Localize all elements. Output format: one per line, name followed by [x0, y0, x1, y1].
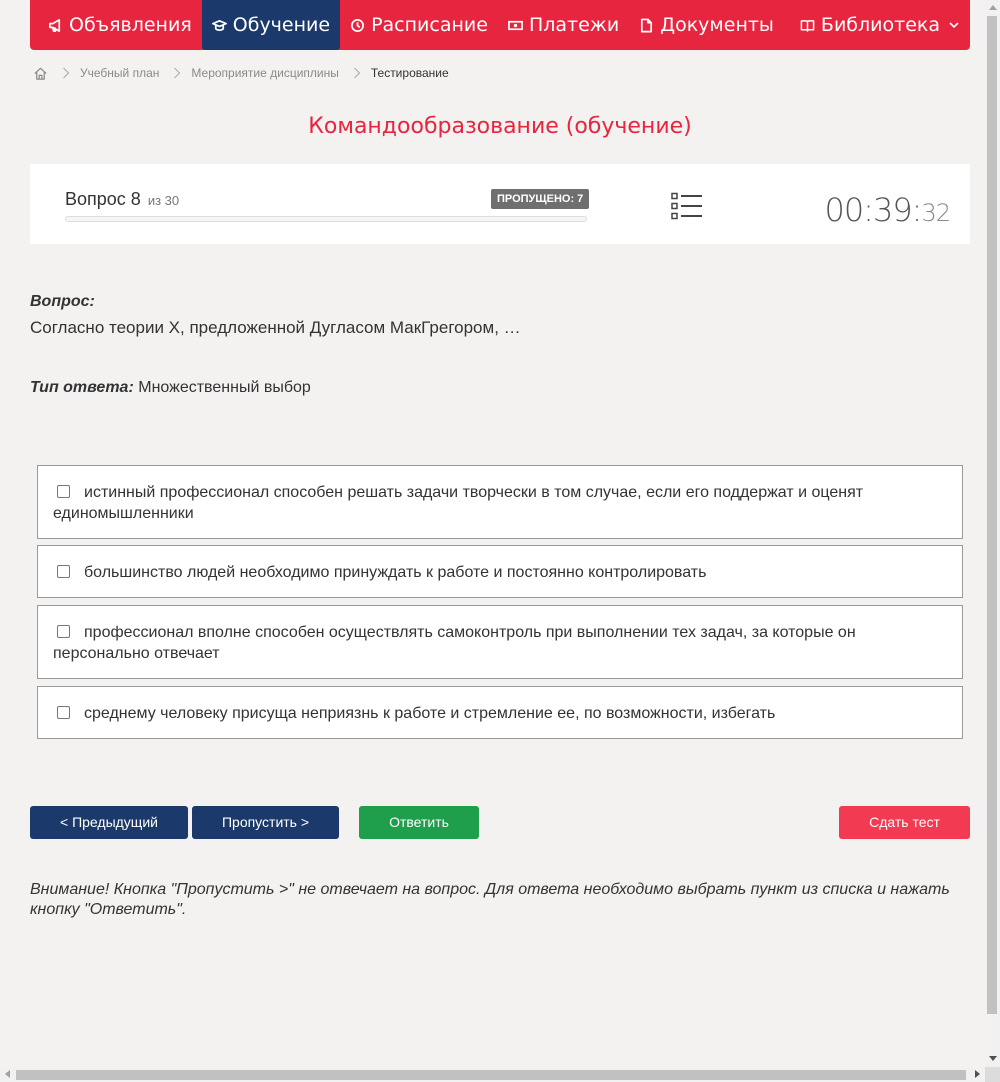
option-text: профессионал вполне способен осуществлять самоконтроль при выполнении тех задач, за которые он персонально отвечает — [53, 624, 856, 662]
option-checkbox[interactable] — [57, 706, 70, 719]
question-number: Вопрос 8 — [65, 189, 141, 209]
money-icon — [508, 18, 523, 33]
book-icon — [800, 18, 815, 33]
vertical-scroll-thumb[interactable] — [987, 16, 997, 1014]
answer-type-value: Множественный выбор — [138, 379, 311, 396]
clock-icon — [350, 18, 365, 33]
timer-main: 00:39: — [824, 191, 922, 229]
nav-item-label: Обучение — [232, 14, 331, 36]
horizontal-scrollbar[interactable] — [0, 1067, 985, 1082]
question-counter — [65, 189, 179, 210]
warning-note: Внимание! Кнопка "Пропустить >" не отвечает на вопрос. Для ответа необходимо выбрать пункт из списка и нажать кнопку "Ответить". — [30, 881, 950, 918]
graduation-cap-icon — [212, 18, 227, 33]
answer-option[interactable] — [37, 465, 963, 539]
home-icon[interactable] — [33, 66, 48, 81]
nav-item-schedule[interactable] — [340, 0, 498, 50]
option-text: истинный профессионал способен решать задачи творчески в том случае, если его поддержат и оценят единомышленники — [53, 484, 864, 522]
breadcrumb — [33, 63, 449, 83]
option-checkbox[interactable] — [57, 625, 70, 638]
nav-item-label: Объявления — [69, 14, 192, 36]
option-text: среднему человеку присуща неприязнь к работе и стремление ее, по возможности, избегать — [84, 705, 776, 722]
vertical-scrollbar[interactable] — [985, 0, 1000, 1067]
chevron-right-icon — [353, 67, 361, 79]
question-heading: Вопрос: — [30, 293, 95, 310]
breadcrumb-item-discipline-event[interactable]: Мероприятие дисциплины — [191, 66, 339, 80]
chevron-right-icon — [62, 67, 70, 79]
nav-item-label: Расписание — [371, 14, 488, 36]
finish-test-button[interactable]: Сдать тест — [839, 806, 970, 839]
page-title: Командообразование (обучение) — [308, 114, 692, 139]
question-panel — [30, 164, 970, 244]
nav-item-announcements[interactable] — [38, 0, 202, 50]
nav-item-payments[interactable] — [498, 0, 629, 50]
answer-option[interactable] — [37, 686, 963, 739]
answer-option[interactable] — [37, 545, 963, 598]
question-list-icon[interactable] — [671, 192, 703, 220]
scrollbar-corner — [985, 1067, 1000, 1082]
answer-type-label: Тип ответа: — [30, 379, 134, 396]
horizontal-scroll-thumb[interactable] — [16, 1070, 966, 1080]
nav-item-label: Библиотека — [820, 14, 940, 36]
option-checkbox[interactable] — [57, 485, 70, 498]
answer-button[interactable]: Ответить — [359, 806, 479, 839]
answer-type — [30, 379, 311, 397]
nav-item-label: Платежи — [528, 14, 620, 36]
previous-button[interactable]: < Предыдущий — [30, 806, 188, 839]
timer — [824, 191, 950, 229]
chevron-down-icon — [948, 19, 960, 31]
skipped-badge: ПРОПУЩЕНО: 7 — [491, 189, 589, 209]
breadcrumb-current: Тестирование — [370, 66, 449, 80]
megaphone-icon — [48, 18, 63, 33]
timer-seconds: 32 — [921, 199, 950, 227]
scroll-up-arrow-icon[interactable] — [989, 5, 997, 10]
nav-item-learning[interactable] — [202, 0, 340, 50]
option-text: большинство людей необходимо принуждать к работе и постоянно контролировать — [84, 564, 707, 581]
breadcrumb-item-curriculum[interactable]: Учебный план — [80, 66, 160, 80]
chevron-right-icon — [173, 67, 181, 79]
question-total: из 30 — [147, 193, 180, 208]
nav-item-label: Документы — [660, 14, 774, 36]
nav-item-documents[interactable] — [629, 0, 784, 50]
question-text: Согласно теории X, предложенной Дугласом МакГрегором, … — [30, 318, 521, 337]
scroll-right-arrow-icon[interactable] — [975, 1070, 980, 1078]
document-icon — [639, 18, 654, 33]
skip-button[interactable]: Пропустить > — [192, 806, 339, 839]
progress-bar — [65, 216, 587, 222]
nav-item-library[interactable] — [790, 0, 970, 50]
option-checkbox[interactable] — [57, 565, 70, 578]
main-nav — [30, 0, 970, 50]
answer-option[interactable] — [37, 605, 963, 679]
scroll-left-arrow-icon[interactable] — [5, 1070, 10, 1078]
scroll-down-arrow-icon[interactable] — [989, 1056, 997, 1061]
